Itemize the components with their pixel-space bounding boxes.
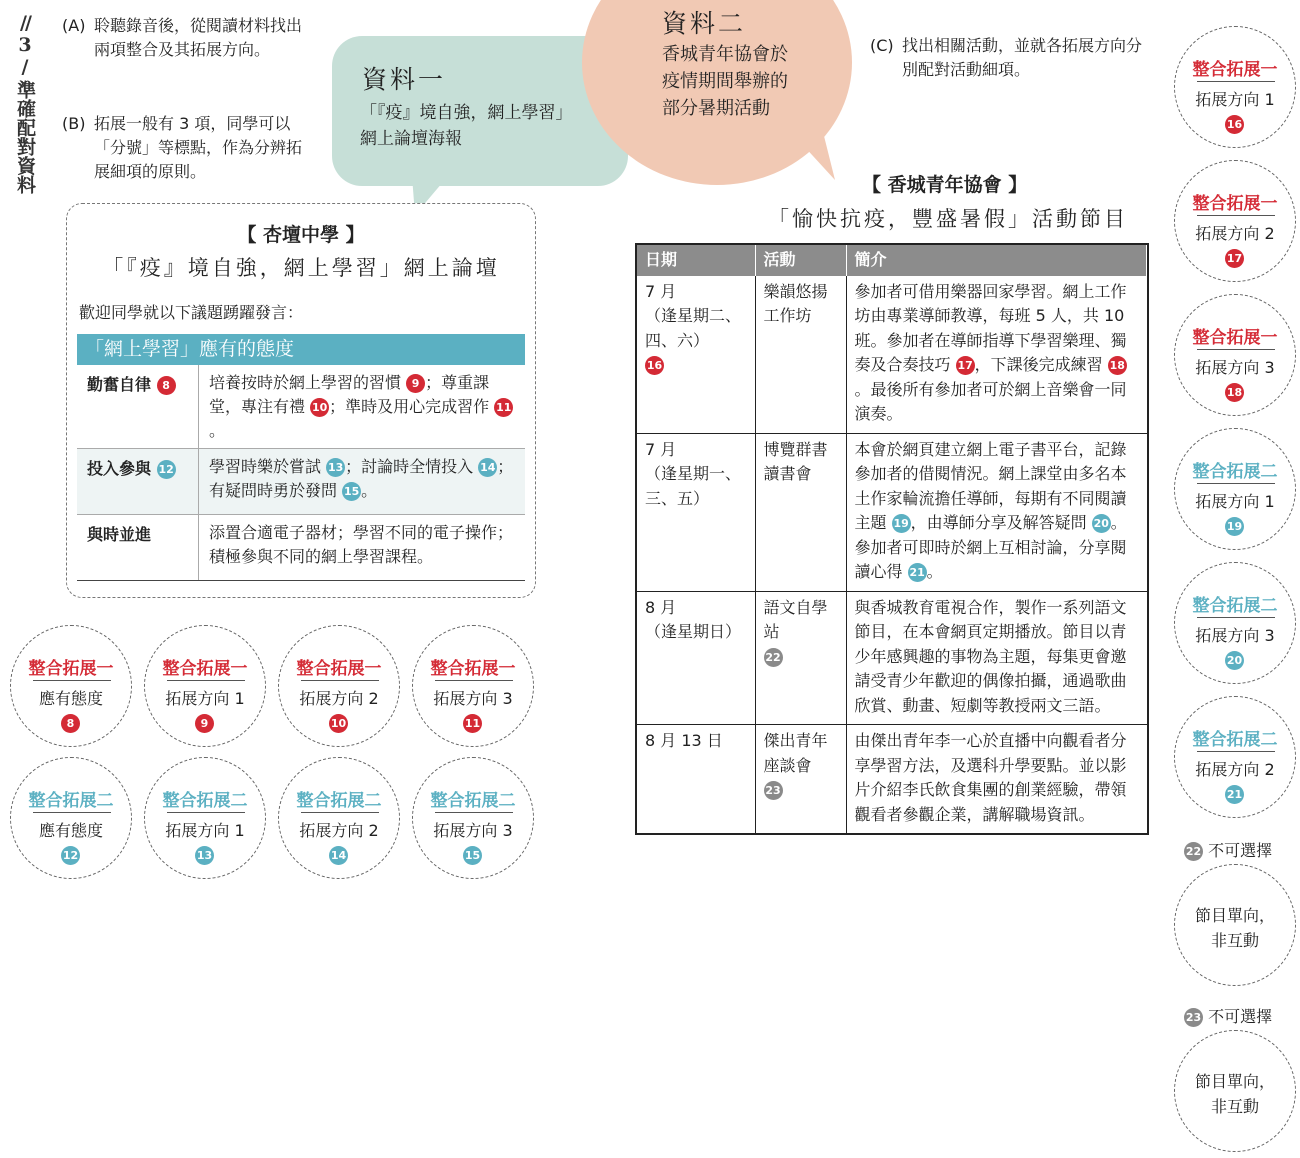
circle-16: 整合拓展一 拓展方向 1 16: [1174, 26, 1296, 148]
poster-intro: 歡迎同學就以下議題踴躍發言：: [79, 303, 304, 322]
section-label: // 3 / 準確配對資料: [8, 12, 42, 194]
activities-table: [635, 243, 1149, 835]
table-row: 8 月 （逢星期日） 語文自學站 22 與香城教育電視合作，製作一系列語文節目，在本會網頁定期播放。節目以青少年感興趣的事物為主題，每集更會邀請受青少年歡迎的偶像拍攝，通過歌曲欣賞、動畫、短劇等教授兩文三語。: [637, 591, 1147, 725]
note-23-label: 23 不可選擇: [1185, 1007, 1273, 1026]
table-header: 日期 活動 簡介: [637, 245, 1147, 276]
bubble-1-line2: 網上論壇海報: [360, 129, 462, 149]
table-row: 7 月 （逢星期二、四、六） 16 樂韻悠揚工作坊 參加者可借用樂器回家學習。網上工作坊由專業導師教導，每班 5 人，共 10 班。參加者在導師指導下學習樂理、獨奏及合奏技巧 17 ，下課後完成練習 18。最後所有參加者可於網上音樂會一同演奏。: [637, 276, 1147, 434]
bubble-2-line3: 部分暑期活動: [662, 98, 770, 119]
step-a: (A) 聆聽錄音後，從閱讀材料找出兩項整合及其拓展方向。: [62, 16, 303, 59]
attitude-row: 勤奮自律 8 培養按時於網上學習的習慣 9 ；尊重課堂，專注有禮 10 ；準時及用心完成習作 11。: [77, 365, 525, 449]
circle-14: 整合拓展二 拓展方向 2 14: [278, 757, 400, 879]
attitude-row: 與時並進 添置合適電子器材；學習不同的電子操作；積極參與不同的網上學習課程。: [77, 515, 525, 581]
step-b: (B) 拓展一般有 3 項，同學可以「分號」等標點，作為分辨拓展細項的原則。: [62, 114, 303, 181]
circle-11: 整合拓展一 拓展方向 3 11: [412, 625, 534, 747]
circle-8: 整合拓展一 應有態度 8: [10, 625, 132, 747]
poster-title: 「『疫』境自強，網上學習」網上論壇: [102, 256, 500, 280]
section-title: 準確配對資料: [14, 80, 36, 194]
forum-poster: [66, 203, 536, 598]
poster-section-header: 「網上學習」應有的態度: [77, 334, 525, 365]
bubble-1-title: 資料一: [362, 65, 447, 94]
bubble-1-line1: 「『疫』境自強，網上學習」: [360, 103, 573, 123]
badge-12: 12: [157, 460, 176, 479]
circle-9: 整合拓展一 拓展方向 1 9: [144, 625, 266, 747]
circle-17: 整合拓展一 拓展方向 2 17: [1174, 160, 1296, 282]
circle-15: 整合拓展二 拓展方向 3 15: [412, 757, 534, 879]
circle-13: 整合拓展二 拓展方向 1 13: [144, 757, 266, 879]
association-title: 「愉快抗疫，豐盛暑假」活動節目: [768, 207, 1128, 231]
table-row: 8 月 13 日 傑出青年座談會 23 由傑出青年李一心於直播中向觀看者分享學習方法，及選科升學要點。並以影片介紹李氏飲食集團的創業經驗，帶領觀看者參觀企業，講解職場資訊。: [637, 725, 1147, 834]
circle-18: 整合拓展一 拓展方向 3 18: [1174, 294, 1296, 416]
circle-note-23: 節目單向， 非互動: [1174, 1030, 1296, 1152]
note-22-label: 22 不可選擇: [1185, 841, 1273, 860]
circle-12: 整合拓展二 應有態度 12: [10, 757, 132, 879]
attitude-row: 投入參與 12 學習時樂於嘗試 13 ；討論時全情投入 14 ；有疑問時勇於發問 15 。: [77, 449, 525, 515]
circle-21: 整合拓展二 拓展方向 2 21: [1174, 696, 1296, 818]
bubble-2-line1: 香城青年協會於: [662, 44, 788, 65]
circle-note-22: 節目單向， 非互動: [1174, 864, 1296, 986]
circle-20: 整合拓展二 拓展方向 3 20: [1174, 562, 1296, 684]
circle-10: 整合拓展一 拓展方向 2 10: [278, 625, 400, 747]
badge-8: 8: [157, 376, 176, 395]
poster-school: 【 杏壇中學 】: [237, 224, 365, 246]
circle-19: 整合拓展二 拓展方向 1 19: [1174, 428, 1296, 550]
table-row: 7 月 （逢星期一、三、五） 博覽群書讀書會 本會於網頁建立網上電子書平台，記錄參加者的借閱情況。網上課堂由多名本土作家輪流擔任導師，每期有不同閱讀主題 19 ，由導師分享及解答疑問 20 。參加者可即時於網上互相討論，分享閱讀心得 21 。: [637, 433, 1147, 591]
association-name: 【 香城青年協會 】: [862, 174, 1028, 196]
step-c: (C) 找出相關活動，並就各拓展方向分別配對活動細項。: [870, 36, 1143, 79]
bubble-2-line2: 疫情期間舉辦的: [662, 71, 788, 92]
section-number: 3: [18, 34, 32, 56]
bubble-2-title: 資料二: [662, 9, 747, 38]
